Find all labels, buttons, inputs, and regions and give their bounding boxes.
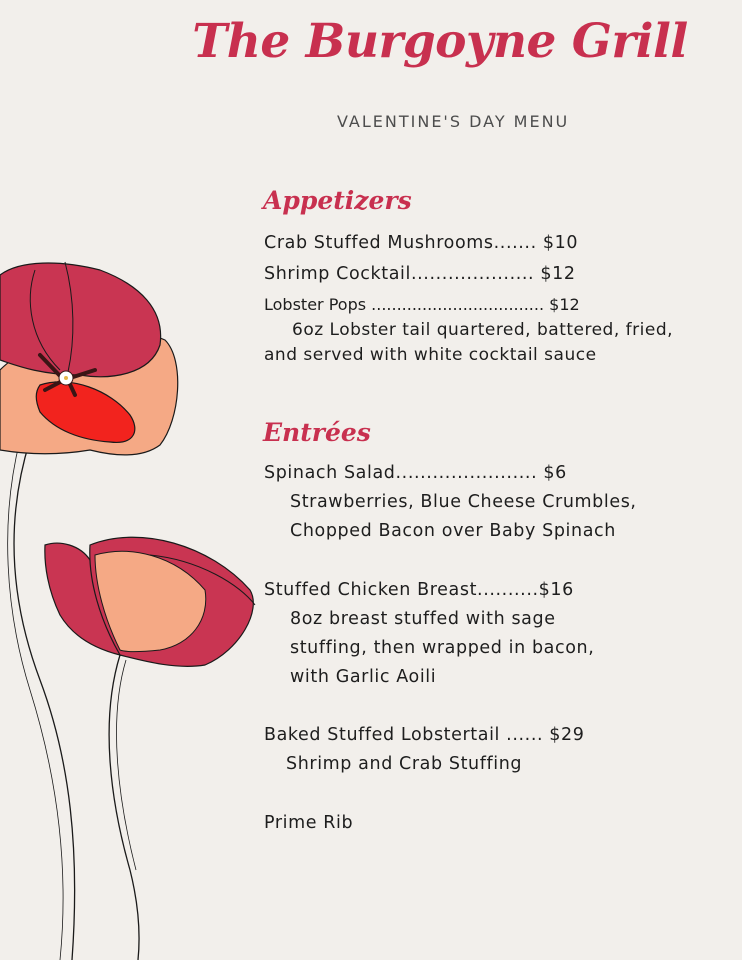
flower-stem (8, 440, 63, 960)
flower-stem (117, 660, 136, 870)
menu-item-lobster-pops: Lobster Pops .................................. $12 (264, 295, 580, 314)
page-title: The Burgoyne Grill (192, 14, 688, 69)
bottom-flower (45, 537, 255, 666)
menu-item-description: stuffing, then wrapped in bacon, (290, 638, 595, 658)
menu-item-description: 8oz breast stuffed with sage (290, 609, 556, 629)
menu-item-baked-stuffed-lobstertail: Baked Stuffed Lobstertail ...... $29 (264, 725, 585, 745)
menu-item-crab-stuffed-mushrooms: Crab Stuffed Mushrooms....... $10 (264, 233, 579, 253)
menu-item-stuffed-chicken-breast: Stuffed Chicken Breast..........$16 (264, 580, 574, 600)
menu-item-description: with Garlic Aoili (290, 667, 437, 687)
menu-item-description: Shrimp and Crab Stuffing (286, 754, 523, 774)
menu-subtitle: VALENTINE'S DAY MENU (337, 112, 570, 131)
menu-item-prime-rib: Prime Rib (264, 813, 354, 833)
flower-stem (14, 440, 75, 960)
menu-item-description: 6oz Lobster tail quartered, battered, fried, and served with white cocktail sauce (264, 320, 674, 365)
flower-stem (109, 655, 139, 960)
menu-item-description: Strawberries, Blue Cheese Crumbles, (290, 492, 637, 512)
appetizers-heading: Appetizers (263, 186, 412, 215)
menu-item-shrimp-cocktail: Shrimp Cocktail.................... $12 (264, 264, 576, 284)
menu-item-description: Chopped Bacon over Baby Spinach (290, 521, 616, 541)
entrees-heading: Entrées (263, 418, 371, 447)
top-flower (0, 262, 178, 455)
menu-item-spinach-salad: Spinach Salad....................... $6 (264, 463, 567, 483)
